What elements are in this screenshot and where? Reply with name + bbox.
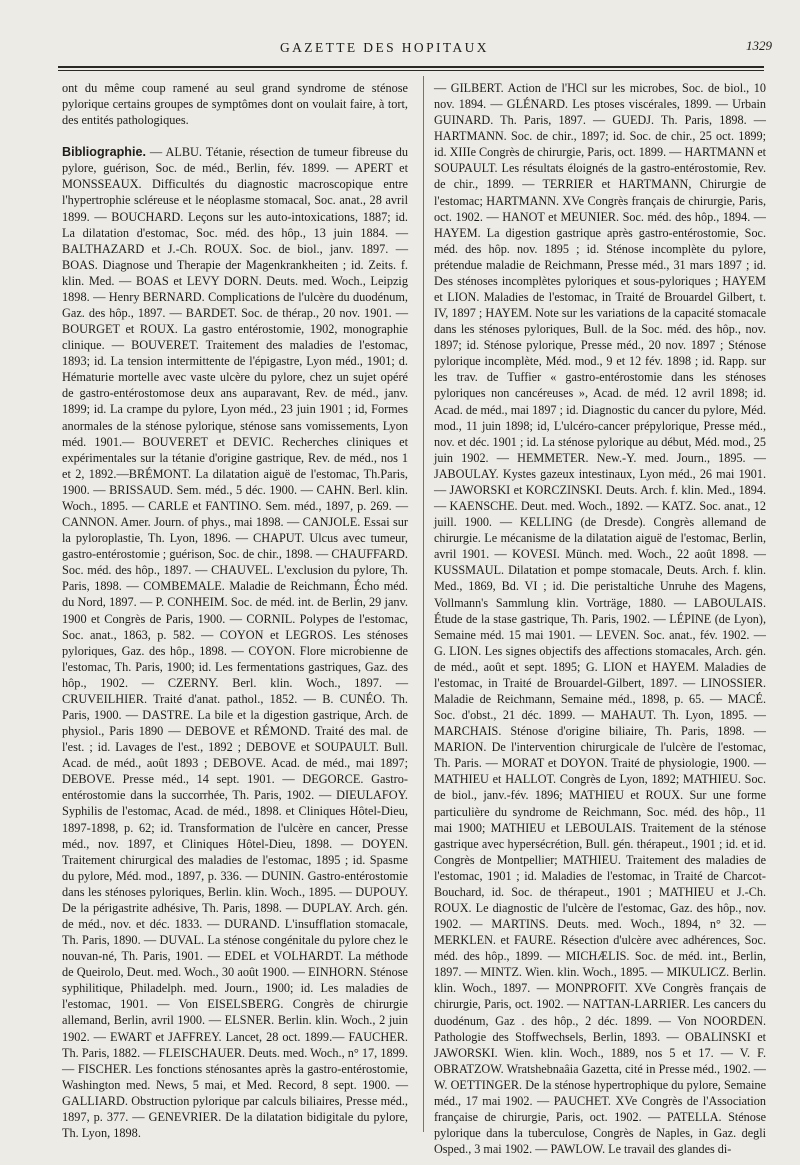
bibliography-text-right: — GILBERT. Action de l'HCl sur les microbes, Soc. de biol., 10 nov. 1894. — GLÉNARD. Les ptoses viscérales, 1899. — Urbain GUINARD. Th. Paris, 1897. — GUEDJ. Th. Paris, 1898. — HARTMANN. Soc. de chir., 1897; id. Soc. de chir., 25 oct. 1899; id. XIIIe Congrès de chirurgie, Paris, oct. 1899. — HARTMANN et SOUPAULT. Les résultats éloignés de la gastro-entérostomie, Rev. de chir., 1899. — TERRIER et HARTMANN, Chirurgie de l'estomac; HARTMANN. XVe Congrès français de chirurgie, Paris, oct. 1902. — HANOT et MEUNIER. Soc. méd. des hôp., 1894. — HAYEM. La digestion gastrique après gastro-entérostomie, Soc. méd. des hôp. nov. 1895 ; id. Sténose incomplète du pylore, prétendue maladie de Reichmann, Presse méd., 31 mars 1897 ; id. Des sténoses incomplètes pyloriques et sous-pyloriques ; HAYEM et LION. Maladies de l'estomac, in Traité de Brouardel Gilbert, t. IV, 1897 ; HAYEM. Note sur les variations de la capacité stomacale dans les sténoses pyloriques, Bull. de la Soc. méd. des hôp., nov. 1897; id. Sténose pylorique, Presse méd., 20 nov. 1897 ; Sténose pylorique incomplète, Méd. mod., 9 et 12 fév. 1898 ; id. Rapp. sur les trav. de Tuffier « gastro-entérostomie dans les sténoses pyloriques non cancéreuses », Acad. de méd. 12 avril 1898; id. Acad. de méd., mai 1897 ; id. Diagnostic du cancer du pylore, Méd. mod., 11 juin 1898; id, L'ulcéro-cancer prépylorique, Presse méd., nov. et déc. 1901 ; id. La sténose pylorique au début, Méd. mod., 25 juin 1902. — HEMMETER. New.-Y. med. Journ., 1895. — JABOULAY. Kystes gazeux intestinaux, Lyon méd., 26 mai 1901. — JAWORSKI et KORCZINSKI. Deuts. Arch. f. klin. Med., 1894. — KAENSCHE. Deut. med. Woch., 1892. — KATZ. Soc. anat., 12 juill. 1900. — KELLING (de Dresde). Congrès allemand de chirurgie. Le mécanisme de la dilatation aiguë de l'estomac, Berlin, avril 1901. — KOVESI. Münch. med. Woch., 22 août 1898. — KUSSMAUL. Dilatation et pompe stomacale, Deuts. Arch. f. klin. Med., 1869, Bd. VI ; id. Die peristaltiche Unruhe des Magens, Vollmann's Sammlung klin. Vorträge, 1880. — LABOULAIS. Étude de la stase gastrique, Th. Paris, 1902. — LÉPINE (de Lyon), Semaine méd. 15 mai 1901. — LEVEN. Soc. anat., fév. 1902. — G. LION. Les signes objectifs des affections stomacales, Arch. gén. de méd., août et sept. 1895; G. LION et HAYEM. Maladies de l'estomac, in Traité de Brouardel-Gilbert, 1897. — LINOSSIER. Maladie de Reichmann, Semaine méd., 1898, p. 65. — MACÉ. Soc. d'obst., 21 déc. 1899. — MAHAUT. Th. Lyon, 1895. — MARCHAIS. Sténose d'origine biliaire, Th. Paris, 1898. — MARION. De l'intervention chirurgicale de l'ulcère de l'estomac, Th. Paris. — MORAT et DOYON. Traité de physiologie, 1900. — MATHIEU et HALLOT. Congrès de Lyon, 1892; MATHIEU. Soc. de biol., janv.-fév. 1896; MATHIEU et ROUX. Sur une forme particulière du syndrome de Reichmann, Soc. méd. des hôp., 11 mai 1900; MATHIEU et LEBOULAIS. Traitement de la sténose gastrique avec hypersécrétion, Bull. gén. thérapeut., 1901 ; id. et id. Congrès de Montpellier; MATHIEU. Traitement des maladies de l'estomac, 1901 ; id. Maladies de l'estomac, in Traité de Charcot-Bouchard, id. Soc. de thérapeut., 1901 ; MATHIEU et J.-Ch. ROUX. Le diagnostic de l'ulcère de l'estomac, Gaz. des hôp., nov. 1902. — MARTINS. Deuts. med. Woch., 1894, n° 32. — MERKLEN. et FAURE. Résection d'ulcère avec adhérences, Soc. méd. des hôp., 1899. — MICHÆLIS. Soc. de méd. int., Berlin, 1897. — MINTZ. Wien. klin. Woch., 1895. — MIKULICZ. Berlin. klin. Woch., 1897. — MONPROFIT. XVe Congrès français de chirurgie, Paris, oct. 1902. — NATTAN-LARRIER. Les cancers du duodénum, Gaz . des hôp., 2 déc. 1899. — Von NOORDEN. Pathologie des Stoffwechsels, Berlin, 1893. — OBALINSKI et JAWORSKI. Wien. klin. Woch., 1889, nos 5 et 17. — V. F. OBRATZOW. Wratshebnaâia Gazetta, cité in Presse méd., 1902. — W. OETTINGER. De la sténose hypertrophique du pylore, Semaine méd., 17 mai 1902. — PAUCHET. XVe Congrès de l'Association française de chirurgie, Paris, oct. 1902. — PATELLA. Sténose pylorique dans la tuberculose, Congrès de Naples, in Gaz. degli Osped., 3 mai 1902. — PAWLOW. Le travail des glandes di- xyxy=(434,81,766,1157)
right-column xyxy=(434,80,766,1157)
bibliography-paragraph xyxy=(62,144,408,1141)
journal-title: GAZETTE DES HOPITAUX xyxy=(280,40,489,55)
intro-paragraph: ont du même coup ramené au seul grand syndrome de sténose pylorique certains groupes de symptômes dont on voulait faire, à tort, des entités pathologiques. xyxy=(62,81,408,128)
header-rule-thin xyxy=(58,70,764,71)
running-head xyxy=(0,40,800,68)
page-number: 1329 xyxy=(746,38,772,53)
column-divider xyxy=(423,76,424,1132)
bibliography-text-left: — ALBU. Tétanie, résection de tumeur fibreuse du pylore, guérison, Soc. de méd., Berlin, fév. 1899. — APERT et MONSSEAUX. Difficultés du diagnostic macroscopique entre l'hypertrophie scléreuse et le néoplasme stomacal, Soc. anat., 28 avril 1899. — BOUCHARD. Leçons sur les auto-intoxications, 1887; id. La dilatation d'estomac, Soc. méd. des hôp., 13 juin 1884. — BALTHAZARD et J.-Ch. ROUX. Soc. de biol., janv. 1897. — BOAS. Diagnose und Therapie der Magenkrankheiten ; id. Zeits. f. klin. Med. — BOAS et LEVY DORN. Deuts. med. Woch., Leipzig 1898. — Henry BERNARD. Complications de l'ulcère du duodénum, Gaz. des hôp., 1897. — BARDET. Soc. de thérap., 20 nov. 1901. — BOURGET et ROUX. La gastro entérostomie, 1902, monographie clinique. — BOUVERET. Traitement des maladies de l'estomac, 1893; id. La tension intermittente de l'épigastre, Lyon méd., 1901; d. Hématurie mortelle avec vaste ulcère du pylore, chez un sujet opéré de gastro-entérostomose deux ans auparavant, Rev. de méd., janv. 1899; id. La crampe du pylore, Lyon méd., 23 juin 1901 ; id, Formes anormales de la sténose pylorique, sténose sans vomissements, Lyon méd. 1901.— BOUVERET et DEVIC. Recherches cliniques et expérimentales sur la tétanie d'origine gastrique, Rev. de méd., nos 1 et 2, 1892.—BRÉMONT. La dilatation aiguë de l'estomac, Th.Paris, 1900. — BRISSAUD. Sem. méd., 5 déc. 1900. — CAHN. Berl. klin. Woch., 1895. — CARLE et FANTINO. Sem. méd., 1897, p. 269. — CANNON. Amer. Journ. of phys., mai 1898. — CANJOLE. Essai sur la pyloroplastie, Th. Lyon, 1896. — CHAPUT. Ulcus avec tumeur, gastro-entérostomie ; guérison, Soc. de chir., 1898. — CHAUFFARD. Soc. méd. des hôp., 1897. — CHAUVEL. L'exclusion du pylore, Th. Paris, 1898. — COMBEMALE. Maladie de Reichmann, Écho méd. du Nord, 1897. — P. CONHEIM. Soc. de méd. int. de Berlin, 29 janv. 1900 et Congrès de Paris, 1900. — CORNIL. Polypes de l'estomac, Soc. anat., 1863, p. 582. — COYON et LEGROS. Les sténoses pyloriques, Gaz. des hôp., 1898. — COYON. Flore microbienne de l'estomac, Th. Paris, 1900; id. Les fermentations gastriques, Gaz. des hôp., 1902. — CZERNY. Berl. klin. Woch., 1897. — CRUVEILHIER. Traité d'anat. pathol., 1852. — B. CUNÉO. Th. Paris, 1900. — DASTRE. La bile et la digestion gastrique, Arch. de physiol., Paris 1890 — DEBOVE et RÉMOND. Traité des mal. de l'est. ; id. Lavages de l'est., 1892 ; DEBOVE et SOUPAULT. Bull. Acad. de méd., août 1893 ; DEBOVE. Acad. de méd., mai 1897; DEBOVE. Presse méd., 14 sept. 1901. — DEGORCE. Gastro-entérostomie dans la succorrhée, Th. Paris, 1902. — DIEULAFOY. Syphilis de l'estomac, Acad. de méd., 1898. et Cliniques Hôtel-Dieu, 1897-1898, p. 62; id. Transformation de l'ulcère en cancer, Presse méd., nov. 1897, et Cliniques Hôtel-Dieu, 1898. — DOYEN. Traitement chirurgical des maladies de l'estomac, 1895 ; id. Spasme du pylore, Méd. mod., 1897, p. 336. — DUNIN. Gastro-entérostomie dans les sténoses pyloriques, Berlin. klin. Woch., 1895. — DUPOUY. De la périgastrite adhésive, Th. Paris, 1898. — DUPLAY. Arch. gén. de méd., nov. et déc. 1833. — DURAND. L'insufflation stomacale, Th. Paris, 1890. — DUVAL. La sténose congénitale du pylore chez le nouvan-né, Th. Paris, 1901. — EDEL et VOLHARDT. La méthode de Queirolo, Deut. med. Woch., 30 août 1900. — EINHORN. Sténose syphilitique, Philadelph. med. Journ., 1900; id. Les maladies de l'estomac, 1901. — Von EISELSBERG. Congrès de chirurgie allemand, Berlin, avril 1900. — ELSNER. Berlin. klin. Woch., 2 juin 1902. — EWART et JAFFREY. Lancet, 28 oct. 1899.— FAUCHER. Th. Paris, 1882. — FLEISCHAUER. Deuts. med. Woch., n° 17, 1899.— FISCHER. Les fonctions sténosantes après la gastro-entérostomie, Washington med. News, 5 mai, et Med. Record, 8 sept. 1900. — GALLIARD. Obstruction pylorique par calculs biliaires, Presse méd., 1897, p. 377. — GENEVRIER. De la dilatation bidigitale du pylore, Th. Lyon, 1898. xyxy=(62,145,408,1140)
header-rule xyxy=(58,66,764,68)
bibliography-heading: Bibliographie. xyxy=(62,145,146,160)
left-column xyxy=(62,80,408,1141)
